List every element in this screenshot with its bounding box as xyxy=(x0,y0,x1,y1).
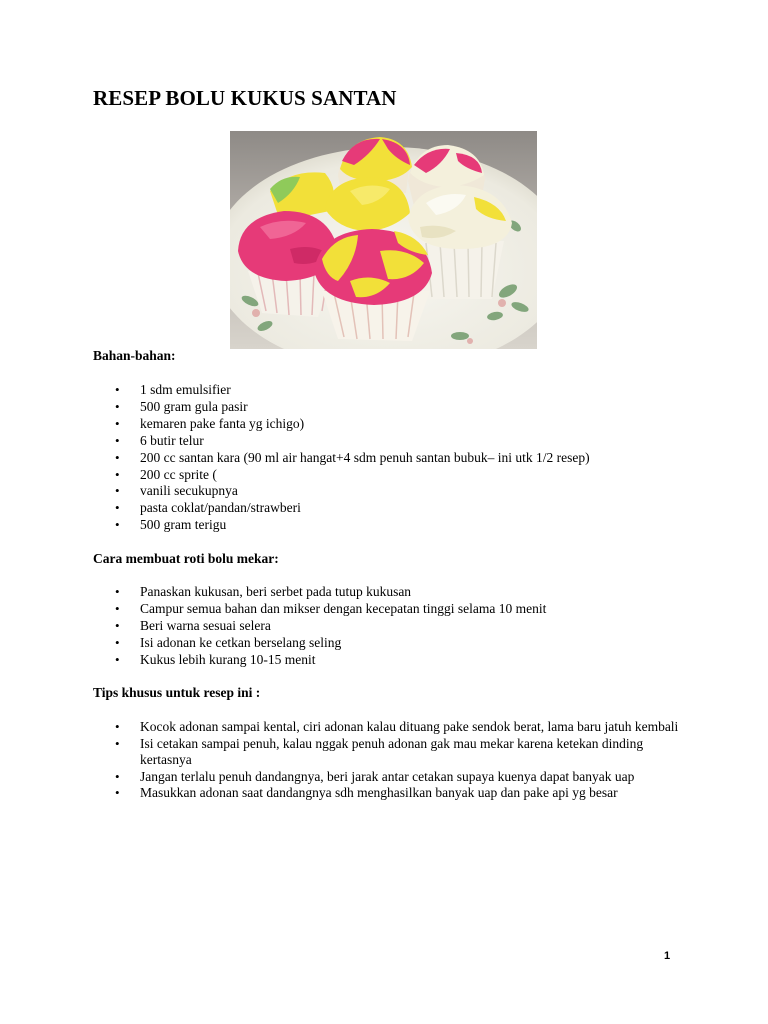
list-item: • pasta coklat/pandan/strawberi xyxy=(93,500,673,517)
list-item: • 500 gram gula pasir xyxy=(93,399,673,416)
page-number: 1 xyxy=(664,950,671,962)
cupcakes-photo xyxy=(230,131,537,349)
list-item: • Kukus lebih kurang 10-15 menit xyxy=(93,652,673,669)
list-item: • Panaskan kukusan, beri serbet pada tutup kukusan xyxy=(93,584,673,601)
list-item: • Beri warna sesuai selera xyxy=(93,618,673,635)
ingredients-list xyxy=(93,382,673,534)
page-title: RESEP BOLU KUKUS SANTAN xyxy=(93,86,397,110)
list-item: • Kocok adonan sampai kental, ciri adonan kalau dituang pake sendok berat, lama baru jatuh kembali xyxy=(93,719,683,736)
list-item: • 500 gram terigu xyxy=(93,517,673,534)
steamed-cupcakes-icon xyxy=(230,131,537,349)
list-item: • vanili secukupnya xyxy=(93,483,673,500)
tips-heading: Tips khusus untuk resep ini : xyxy=(93,685,261,700)
tips-list xyxy=(93,719,683,802)
list-item: • Masukkan adonan saat dandangnya sdh menghasilkan banyak uap dan pake api yg besar xyxy=(93,785,683,802)
list-item: • Isi adonan ke cetkan berselang seling xyxy=(93,635,673,652)
list-item: • 6 butir telur xyxy=(93,433,673,450)
list-item: • 200 cc santan kara (90 ml air hangat+4 sdm penuh santan bubuk– ini utk 1/2 resep) xyxy=(93,450,673,467)
list-item: • Campur semua bahan dan mikser dengan kecepatan tinggi selama 10 menit xyxy=(93,601,673,618)
list-item: • Jangan terlalu penuh dandangnya, beri jarak antar cetakan supaya kuenya dapat banyak uap xyxy=(93,769,683,786)
ingredients-heading: Bahan-bahan: xyxy=(93,348,176,363)
method-heading: Cara membuat roti bolu mekar: xyxy=(93,551,279,566)
list-item: • 1 sdm emulsifier xyxy=(93,382,673,399)
list-item: • kemaren pake fanta yg ichigo) xyxy=(93,416,673,433)
list-item: • Isi cetakan sampai penuh, kalau nggak penuh adonan gak mau mekar karena ketekan dinding kertasnya xyxy=(93,736,683,769)
list-item: • 200 cc sprite ( xyxy=(93,467,673,484)
method-list xyxy=(93,584,673,669)
